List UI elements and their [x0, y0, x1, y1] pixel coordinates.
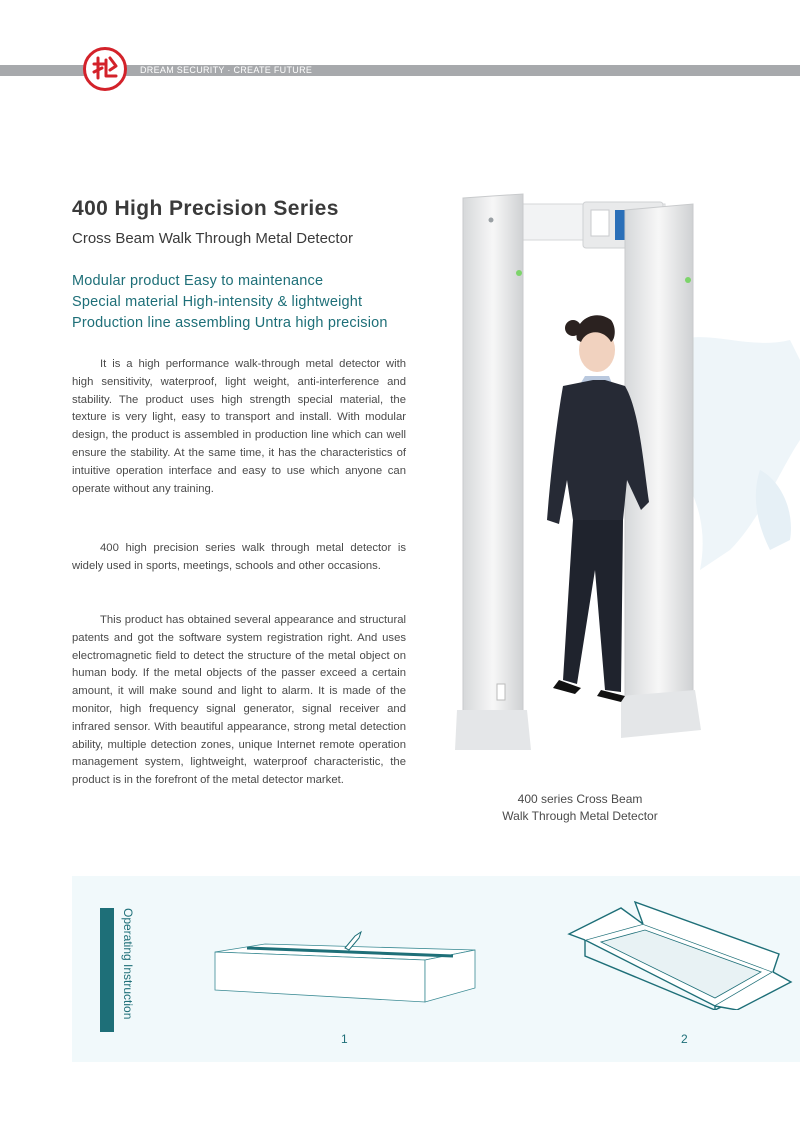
caption-line: Walk Through Metal Detector: [502, 809, 658, 823]
feature-item: Production line assembling Untra high precision: [72, 315, 388, 331]
box-open-illustration: [565, 898, 795, 1010]
brand-logo-icon: [83, 47, 127, 91]
description-paragraph: It is a high performance walk-through metal detector with high sensitivity, waterproof, light weight, anti-interference and stability. The product uses high strength special material, the texture is very light, easy to transport and install. With modular design, the product is assembled in production line which can well ensure the stability. At the same time, it has the characteristics of intuitive operation interface and easy to use which anyone can operate without any training.: [72, 358, 406, 495]
page-subtitle: Cross Beam Walk Through Metal Detector: [72, 230, 353, 247]
step-number: 1: [341, 1032, 348, 1046]
instruction-label-text: Operating Instruction: [121, 908, 135, 1020]
header-tagline: DREAM SECURITY · CREATE FUTURE: [140, 65, 313, 75]
step-number: 2: [681, 1032, 688, 1046]
feature-item: Modular product Easy to maintenance: [72, 273, 324, 289]
product-photo: [455, 190, 705, 750]
feature-item: Special material High-intensity & lightweight: [72, 294, 363, 310]
description-paragraph: This product has obtained several appearance and structural patents and got the software system registration right. And uses electromagnetic field to detect the structure of the metal object on human body. If the metal objects of the passer exceed a certain amount, it will make sound and light to alarm. It is made of the monitor, high frequency signal generator, signal receiver and infrared sensor. With beautiful appearance, strong metal detection ability, multiple detection zones, unique Internet remote operation management system, lightweight, waterproof characteristic, the product is in the forefront of the metal detector market.: [72, 614, 406, 787]
box-sealed-illustration: [213, 930, 477, 1004]
feature-list: [72, 271, 388, 334]
description-paragraph: 400 high precision series walk through metal detector is widely used in sports, meetings, schools and other occasions.: [72, 542, 406, 572]
product-caption: [470, 791, 690, 825]
instruction-accent-bar: [100, 908, 114, 1032]
instruction-label: [121, 908, 137, 1032]
caption-line: 400 series Cross Beam: [517, 792, 643, 806]
page-title: 400 High Precision Series: [72, 197, 339, 220]
